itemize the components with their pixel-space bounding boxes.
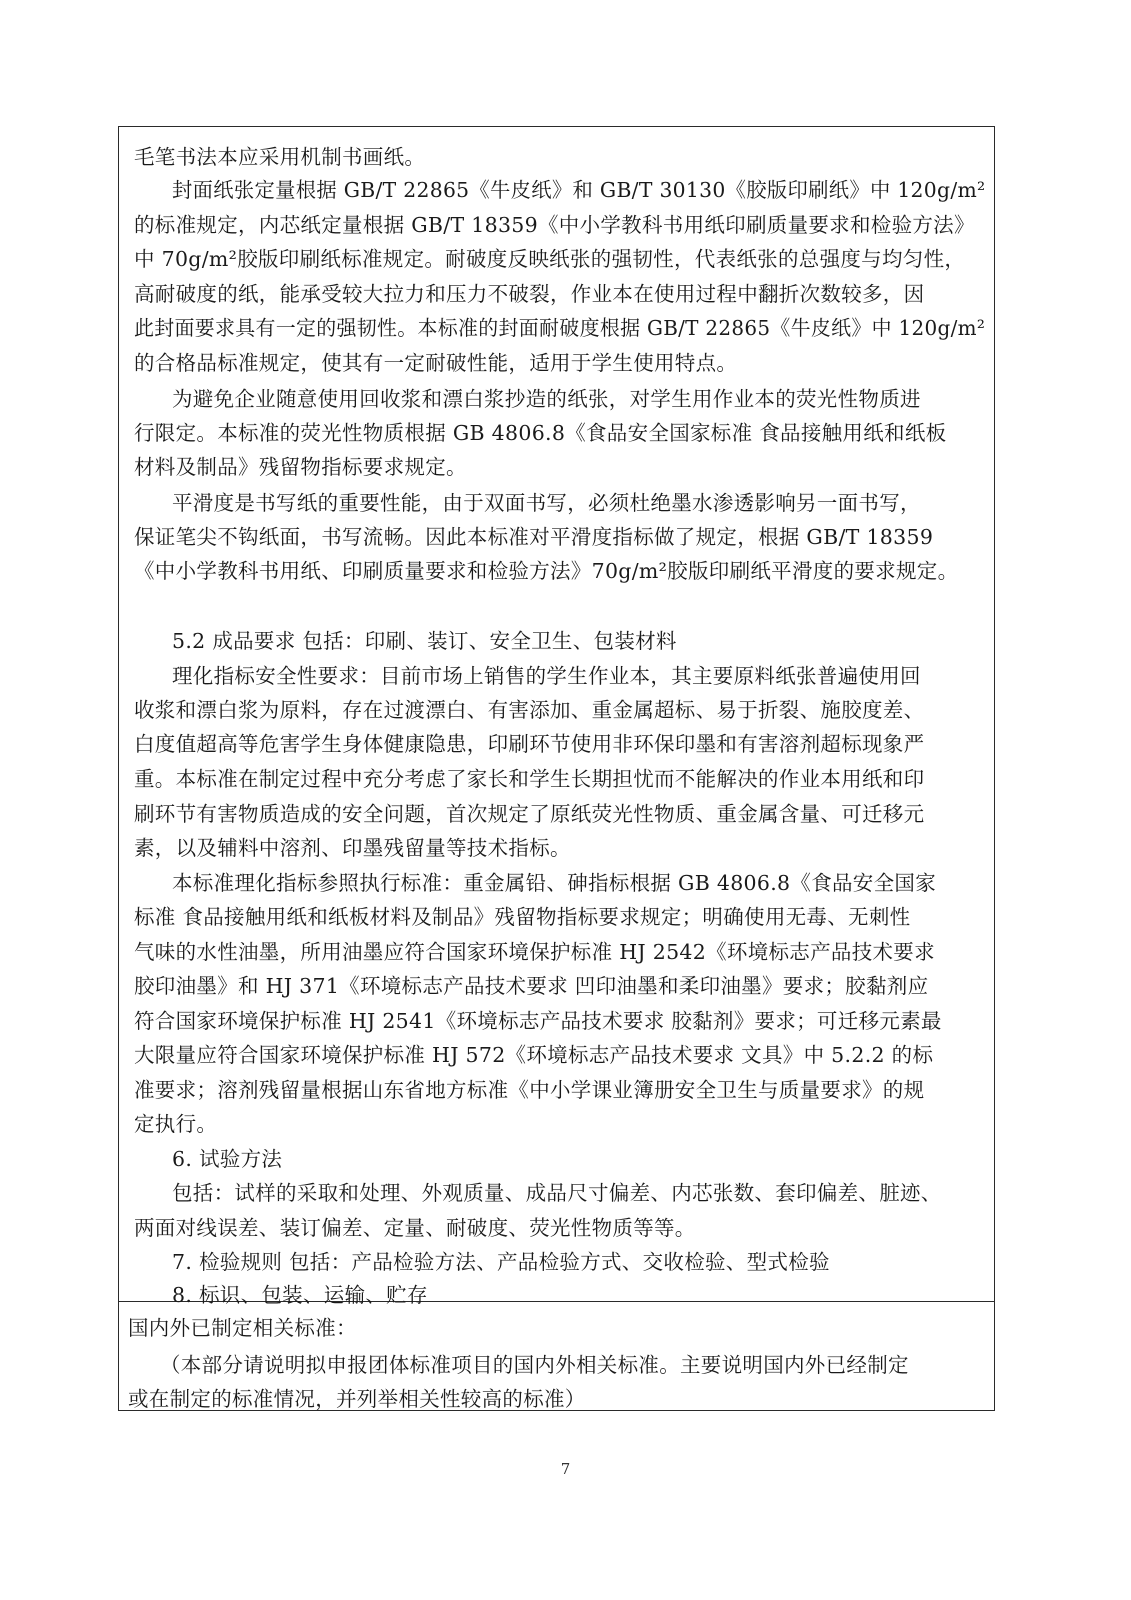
text-line: 毛笔书法本应采用机制书画纸。 [134, 145, 426, 169]
text-line: 《中小学教科书用纸、印刷质量要求和检验方法》70g/m²胶版印刷纸平滑度的要求规定。 [134, 559, 959, 583]
text-line: 理化指标安全性要求：目前市场上销售的学生作业本，其主要原料纸张普遍使用回 [172, 664, 921, 688]
text-line: 保证笔尖不钩纸面，书写流畅。因此本标准对平滑度指标做了规定，根据 GB/T 18359 [134, 525, 934, 549]
text-line: 的合格品标准规定，使其有一定耐破性能，适用于学生使用特点。 [134, 351, 738, 375]
text-line: 胶印油墨》和 HJ 371《环境标志产品技术要求 凹印油墨和柔印油墨》要求；胶黏剂应 [134, 974, 929, 998]
text-line: 行限定。本标准的荧光性物质根据 GB 4806.8《食品安全国家标准 食品接触用纸和纸板 [134, 421, 947, 445]
text-line: 刷环节有害物质造成的安全问题，首次规定了原纸荧光性物质、重金属含量、可迁移元 [134, 802, 925, 826]
text-line: 素，以及辅料中溶剂、印墨残留量等技术指标。 [134, 836, 571, 860]
text-line: 材料及制品》残留物指标要求规定。 [134, 455, 467, 479]
text-line: 本标准理化指标参照执行标准：重金属铅、砷指标根据 GB 4806.8《食品安全国家 [172, 871, 937, 895]
text-line: 符合国家环境保护标准 HJ 2541《环境标志产品技术要求 胶黏剂》要求；可迁移元素最 [134, 1009, 942, 1033]
text-line: 气味的水性油墨，所用油墨应符合国家环境保护标准 HJ 2542《环境标志产品技术要求 [134, 940, 935, 964]
text-line: 定执行。 [134, 1112, 218, 1136]
text-line: （本部分请说明拟申报团体标准项目的国内外相关标准。主要说明国内外已经制定 [160, 1353, 909, 1377]
text-line: 两面对线误差、装订偏差、定量、耐破度、荧光性物质等等。 [134, 1216, 696, 1240]
text-line: 中 70g/m²胶版印刷纸标准规定。耐破度反映纸张的强韧性，代表纸张的总强度与均匀性， [134, 247, 966, 271]
section-heading: 6. 试验方法 [172, 1147, 283, 1171]
text-line: 为避免企业随意使用回收浆和漂白浆抄造的纸张，对学生用作业本的荧光性物质进 [172, 387, 921, 411]
text-line: 高耐破度的纸，能承受较大拉力和压力不破裂，作业本在使用过程中翻折次数较多，因 [134, 282, 925, 306]
text-line: 平滑度是书写纸的重要性能，由于双面书写，必须杜绝墨水渗透影响另一面书写， [172, 491, 921, 515]
text-line: 包括：试样的采取和处理、外观质量、成品尺寸偏差、内芯张数、套印偏差、脏迹、 [172, 1181, 942, 1205]
bottom-section-heading: 国内外已制定相关标准： [128, 1316, 357, 1340]
text-line: 重。本标准在制定过程中充分考虑了家长和学生长期担忧而不能解决的作业本用纸和印 [134, 767, 925, 791]
page-number: 7 [560, 1460, 571, 1478]
section-heading: 5.2 成品要求 包括：印刷、装订、安全卫生、包装材料 [172, 629, 677, 653]
text-line: 封面纸张定量根据 GB/T 22865《牛皮纸》和 GB/T 30130《胶版印刷纸》中 120g/m² [172, 178, 986, 202]
text-line: 大限量应符合国家环境保护标准 HJ 572《环境标志产品技术要求 文具》中 5.2.2 的标 [134, 1043, 934, 1067]
text-line: 白度值超高等危害学生身体健康隐患，印刷环节使用非环保印墨和有害溶剂超标现象严 [134, 732, 925, 756]
text-line: 的标准规定，内芯纸定量根据 GB/T 18359《中小学教科书用纸印刷质量要求和检验方法》 [134, 213, 975, 237]
text-line: 或在制定的标准情况，并列举相关性较高的标准） [128, 1387, 586, 1411]
text-line: 准要求；溶剂残留量根据山东省地方标准《中小学课业簿册安全卫生与质量要求》的规 [134, 1078, 925, 1102]
section-heading: 8. 标识、包装、运输、贮存 [172, 1283, 428, 1307]
section-heading: 7. 检验规则 包括：产品检验方法、产品检验方式、交收检验、型式检验 [172, 1250, 830, 1274]
text-line: 此封面要求具有一定的强韧性。本标准的封面耐破度根据 GB/T 22865《牛皮纸》中 120g/m² [134, 316, 986, 340]
text-line: 标准 食品接触用纸和纸板材料及制品》残留物指标要求规定；明确使用无毒、无刺性 [134, 905, 911, 929]
text-line: 收浆和漂白浆为原料，存在过渡漂白、有害添加、重金属超标、易于折裂、施胶度差、 [134, 698, 925, 722]
